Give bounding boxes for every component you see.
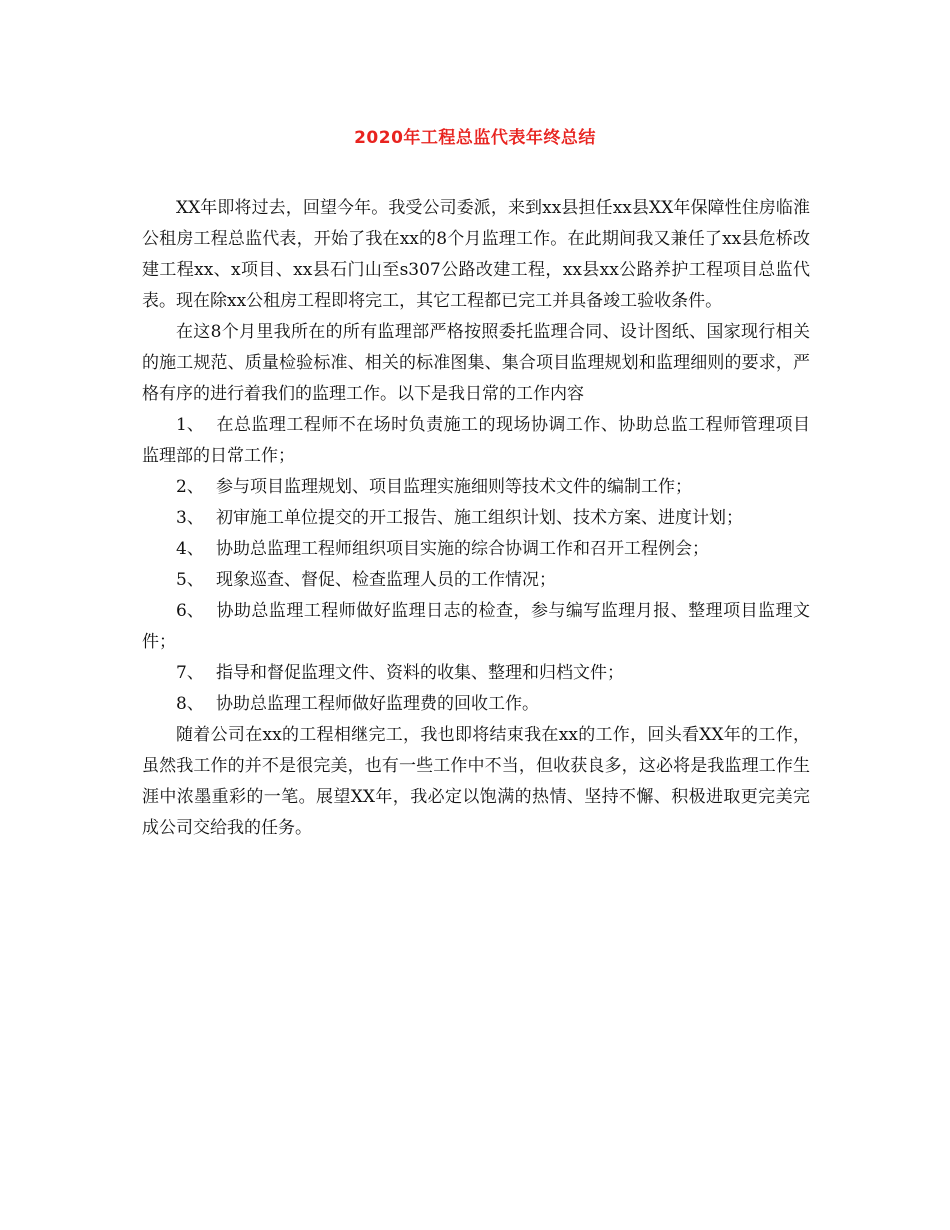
list-item-number: 4、 xyxy=(176,539,204,559)
list-item-text: 协助总监理工程师做好监理费的回收工作。 xyxy=(216,694,539,714)
list-item-text: 初审施工单位提交的开工报告、施工组织计划、技术方案、进度计划； xyxy=(216,508,743,528)
list-item-number: 1、 xyxy=(176,415,204,435)
list-item-number: 5、 xyxy=(176,570,204,590)
list-item-number: 7、 xyxy=(176,663,204,683)
list-item-text: 指导和督促监理文件、资料的收集、整理和归档文件； xyxy=(216,663,624,683)
list-item xyxy=(142,534,810,565)
list-item-text: 在总监理工程师不在场时负责施工的现场协调工作、协助总监工程师管理项目监理部的日常工作； xyxy=(142,415,810,466)
list-item-text: 现象巡查、督促、检查监理人员的工作情况； xyxy=(216,570,556,590)
list-item xyxy=(142,503,810,534)
list-item xyxy=(142,565,810,596)
list-item-number: 2、 xyxy=(176,477,204,497)
list-item-number: 6、 xyxy=(176,601,204,621)
list-item xyxy=(142,472,810,503)
paragraph-intro: XX年即将过去，回望今年。我受公司委派，来到xx县担任xx县XX年保障性住房临淮公租房工程总监代表，开始了我在xx的8个月监理工作。在此期间我又兼任了xx县危桥改建工程xx、x项目、xx县石门山至s307公路改建工程，xx县xx公路养护工程项目总监代表。现在除xx公租房工程即将完工，其它工程都已完工并具备竣工验收条件。 xyxy=(142,198,810,311)
list-item xyxy=(142,410,810,472)
document-title: 2020年工程总监代表年终总结 xyxy=(354,128,596,148)
list-item-text: 协助总监理工程师组织项目实施的综合协调工作和召开工程例会； xyxy=(216,539,709,559)
list-item-text: 参与项目监理规划、项目监理实施细则等技术文件的编制工作； xyxy=(216,477,692,497)
list-item-number: 3、 xyxy=(176,508,204,528)
list-item xyxy=(142,689,810,720)
paragraph-duties-intro: 在这8个月里我所在的所有监理部严格按照委托监理合同、设计图纸、国家现行相关的施工规范、质量检验标准、相关的标准图集、集合项目监理规划和监理细则的要求，严格有序的进行着我们的监理工作。以下是我日常的工作内容 xyxy=(142,322,810,404)
document-body xyxy=(142,193,810,844)
paragraph-closing: 随着公司在xx的工程相继完工，我也即将结束我在xx的工作，回头看XX年的工作，虽然我工作的并不是很完美，也有一些工作中不当，但收获良多，这必将是我监理工作生涯中浓墨重彩的一笔。展望XX年，我必定以饱满的热情、坚持不懈、积极进取更完美完成公司交给我的任务。 xyxy=(142,725,810,838)
list-item-text: 协助总监理工程师做好监理日志的检查，参与编写监理月报、整理项目监理文件； xyxy=(142,601,810,652)
list-item-number: 8、 xyxy=(176,694,204,714)
list-item xyxy=(142,658,810,689)
list-item xyxy=(142,596,810,658)
